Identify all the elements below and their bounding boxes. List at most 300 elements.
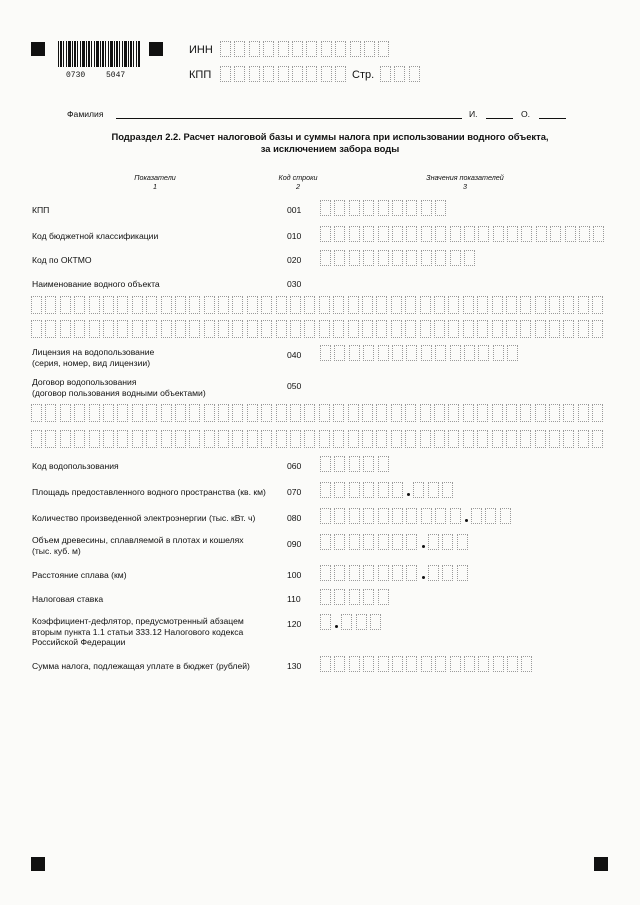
char-cell[interactable] <box>349 345 360 361</box>
char-cell[interactable] <box>74 430 85 448</box>
char-cell[interactable] <box>392 565 403 581</box>
char-cell[interactable] <box>320 508 331 524</box>
char-cell[interactable] <box>232 430 243 448</box>
char-cell[interactable] <box>45 430 56 448</box>
char-cell[interactable] <box>276 404 287 422</box>
char-cell[interactable] <box>334 534 345 550</box>
char-cell[interactable] <box>103 296 114 314</box>
char-cell[interactable] <box>74 296 85 314</box>
char-cell[interactable] <box>204 404 215 422</box>
char-cell[interactable] <box>477 320 488 338</box>
char-cell[interactable] <box>146 404 157 422</box>
char-cell[interactable] <box>349 226 360 242</box>
char-cell[interactable] <box>448 404 459 422</box>
char-cell[interactable] <box>189 296 200 314</box>
char-cell[interactable] <box>392 200 403 216</box>
char-cell[interactable] <box>74 404 85 422</box>
char-cell[interactable] <box>493 226 504 242</box>
char-cell[interactable] <box>421 656 432 672</box>
rafting-distance-field[interactable] <box>320 565 471 581</box>
char-cell[interactable] <box>592 296 603 314</box>
char-cell[interactable] <box>578 320 589 338</box>
char-cell[interactable] <box>378 508 389 524</box>
char-cell[interactable] <box>175 296 186 314</box>
char-cell[interactable] <box>261 296 272 314</box>
char-cell[interactable] <box>421 345 432 361</box>
char-cell[interactable] <box>334 508 345 524</box>
char-cell[interactable] <box>421 200 432 216</box>
char-cell[interactable] <box>406 534 417 550</box>
char-cell[interactable] <box>204 430 215 448</box>
char-cell[interactable] <box>276 430 287 448</box>
char-cell[interactable] <box>89 430 100 448</box>
char-cell[interactable] <box>290 296 301 314</box>
char-cell[interactable] <box>319 430 330 448</box>
char-cell[interactable] <box>132 296 143 314</box>
water-object-name-field-line1[interactable] <box>31 296 607 314</box>
char-cell[interactable] <box>500 508 511 524</box>
char-cell[interactable] <box>478 345 489 361</box>
char-cell[interactable] <box>304 296 315 314</box>
surname-field[interactable] <box>116 118 462 119</box>
char-cell[interactable] <box>507 345 518 361</box>
char-cell[interactable] <box>290 404 301 422</box>
char-cell[interactable] <box>247 430 258 448</box>
char-cell[interactable] <box>563 296 574 314</box>
char-cell[interactable] <box>563 320 574 338</box>
char-cell[interactable] <box>333 430 344 448</box>
char-cell[interactable] <box>579 226 590 242</box>
oktmo-field[interactable] <box>320 250 478 266</box>
char-cell[interactable] <box>378 200 389 216</box>
char-cell[interactable] <box>406 656 417 672</box>
char-cell[interactable] <box>334 456 345 472</box>
char-cell[interactable] <box>161 296 172 314</box>
kpp-header-field[interactable] <box>220 66 350 82</box>
char-cell[interactable] <box>464 226 475 242</box>
char-cell[interactable] <box>117 404 128 422</box>
char-cell[interactable] <box>348 404 359 422</box>
char-cell[interactable] <box>405 404 416 422</box>
char-cell[interactable] <box>232 404 243 422</box>
char-cell[interactable] <box>409 66 420 82</box>
char-cell[interactable] <box>161 320 172 338</box>
char-cell[interactable] <box>420 430 431 448</box>
char-cell[interactable] <box>304 404 315 422</box>
char-cell[interactable] <box>218 430 229 448</box>
char-cell[interactable] <box>349 534 360 550</box>
char-cell[interactable] <box>334 589 345 605</box>
char-cell[interactable] <box>463 320 474 338</box>
char-cell[interactable] <box>45 404 56 422</box>
char-cell[interactable] <box>563 430 574 448</box>
char-cell[interactable] <box>448 320 459 338</box>
char-cell[interactable] <box>204 296 215 314</box>
char-cell[interactable] <box>117 430 128 448</box>
char-cell[interactable] <box>333 296 344 314</box>
char-cell[interactable] <box>60 430 71 448</box>
char-cell[interactable] <box>249 66 260 82</box>
char-cell[interactable] <box>535 404 546 422</box>
char-cell[interactable] <box>392 250 403 266</box>
char-cell[interactable] <box>506 296 517 314</box>
char-cell[interactable] <box>463 404 474 422</box>
char-cell[interactable] <box>276 320 287 338</box>
char-cell[interactable] <box>391 296 402 314</box>
char-cell[interactable] <box>549 430 560 448</box>
char-cell[interactable] <box>521 226 532 242</box>
char-cell[interactable] <box>463 430 474 448</box>
char-cell[interactable] <box>421 250 432 266</box>
char-cell[interactable] <box>392 345 403 361</box>
char-cell[interactable] <box>320 482 331 498</box>
char-cell[interactable] <box>435 656 446 672</box>
char-cell[interactable] <box>306 41 317 57</box>
char-cell[interactable] <box>477 430 488 448</box>
char-cell[interactable] <box>175 430 186 448</box>
char-cell[interactable] <box>464 656 475 672</box>
char-cell[interactable] <box>520 296 531 314</box>
char-cell[interactable] <box>578 430 589 448</box>
char-cell[interactable] <box>370 614 381 630</box>
char-cell[interactable] <box>428 565 439 581</box>
char-cell[interactable] <box>363 508 374 524</box>
char-cell[interactable] <box>334 482 345 498</box>
char-cell[interactable] <box>464 345 475 361</box>
char-cell[interactable] <box>320 565 331 581</box>
char-cell[interactable] <box>356 614 367 630</box>
char-cell[interactable] <box>485 508 496 524</box>
char-cell[interactable] <box>380 66 391 82</box>
char-cell[interactable] <box>333 320 344 338</box>
char-cell[interactable] <box>320 345 331 361</box>
char-cell[interactable] <box>378 345 389 361</box>
char-cell[interactable] <box>103 430 114 448</box>
char-cell[interactable] <box>261 404 272 422</box>
char-cell[interactable] <box>117 320 128 338</box>
char-cell[interactable] <box>89 320 100 338</box>
char-cell[interactable] <box>392 534 403 550</box>
char-cell[interactable] <box>321 41 332 57</box>
water-area-field[interactable] <box>320 482 457 498</box>
char-cell[interactable] <box>220 66 231 82</box>
char-cell[interactable] <box>290 430 301 448</box>
char-cell[interactable] <box>232 296 243 314</box>
char-cell[interactable] <box>363 200 374 216</box>
page-number-field[interactable] <box>380 66 423 82</box>
char-cell[interactable] <box>334 226 345 242</box>
char-cell[interactable] <box>549 320 560 338</box>
char-cell[interactable] <box>421 508 432 524</box>
char-cell[interactable] <box>378 589 389 605</box>
char-cell[interactable] <box>175 404 186 422</box>
char-cell[interactable] <box>506 430 517 448</box>
license-field[interactable] <box>320 345 521 361</box>
char-cell[interactable] <box>506 404 517 422</box>
char-cell[interactable] <box>549 404 560 422</box>
char-cell[interactable] <box>334 565 345 581</box>
char-cell[interactable] <box>434 404 445 422</box>
char-cell[interactable] <box>60 296 71 314</box>
char-cell[interactable] <box>420 296 431 314</box>
char-cell[interactable] <box>450 656 461 672</box>
char-cell[interactable] <box>349 250 360 266</box>
char-cell[interactable] <box>320 226 331 242</box>
char-cell[interactable] <box>563 404 574 422</box>
char-cell[interactable] <box>464 250 475 266</box>
char-cell[interactable] <box>405 430 416 448</box>
char-cell[interactable] <box>362 296 373 314</box>
char-cell[interactable] <box>263 41 274 57</box>
char-cell[interactable] <box>378 41 389 57</box>
char-cell[interactable] <box>247 320 258 338</box>
char-cell[interactable] <box>434 296 445 314</box>
char-cell[interactable] <box>413 482 424 498</box>
char-cell[interactable] <box>406 250 417 266</box>
deflator-field[interactable] <box>320 614 385 630</box>
char-cell[interactable] <box>334 200 345 216</box>
char-cell[interactable] <box>493 656 504 672</box>
char-cell[interactable] <box>132 404 143 422</box>
char-cell[interactable] <box>463 296 474 314</box>
char-cell[interactable] <box>442 534 453 550</box>
char-cell[interactable] <box>391 404 402 422</box>
char-cell[interactable] <box>428 482 439 498</box>
char-cell[interactable] <box>363 534 374 550</box>
char-cell[interactable] <box>320 534 331 550</box>
char-cell[interactable] <box>565 226 576 242</box>
char-cell[interactable] <box>334 656 345 672</box>
char-cell[interactable] <box>363 345 374 361</box>
char-cell[interactable] <box>349 482 360 498</box>
char-cell[interactable] <box>378 482 389 498</box>
char-cell[interactable] <box>420 404 431 422</box>
electricity-field[interactable] <box>320 508 514 524</box>
char-cell[interactable] <box>45 320 56 338</box>
char-cell[interactable] <box>146 430 157 448</box>
char-cell[interactable] <box>103 404 114 422</box>
char-cell[interactable] <box>234 41 245 57</box>
char-cell[interactable] <box>304 320 315 338</box>
char-cell[interactable] <box>392 656 403 672</box>
char-cell[interactable] <box>263 66 274 82</box>
char-cell[interactable] <box>435 250 446 266</box>
char-cell[interactable] <box>349 456 360 472</box>
char-cell[interactable] <box>31 296 42 314</box>
char-cell[interactable] <box>492 404 503 422</box>
char-cell[interactable] <box>89 404 100 422</box>
patronymic-initial-field[interactable] <box>539 118 566 119</box>
char-cell[interactable] <box>536 226 547 242</box>
char-cell[interactable] <box>378 226 389 242</box>
char-cell[interactable] <box>321 66 332 82</box>
char-cell[interactable] <box>363 226 374 242</box>
usage-code-field[interactable] <box>320 456 392 472</box>
char-cell[interactable] <box>276 296 287 314</box>
char-cell[interactable] <box>132 430 143 448</box>
char-cell[interactable] <box>292 41 303 57</box>
char-cell[interactable] <box>477 404 488 422</box>
char-cell[interactable] <box>31 320 42 338</box>
char-cell[interactable] <box>507 656 518 672</box>
char-cell[interactable] <box>450 250 461 266</box>
char-cell[interactable] <box>319 296 330 314</box>
char-cell[interactable] <box>278 66 289 82</box>
char-cell[interactable] <box>247 296 258 314</box>
char-cell[interactable] <box>161 430 172 448</box>
char-cell[interactable] <box>348 320 359 338</box>
char-cell[interactable] <box>349 565 360 581</box>
char-cell[interactable] <box>520 404 531 422</box>
char-cell[interactable] <box>592 430 603 448</box>
char-cell[interactable] <box>391 320 402 338</box>
char-cell[interactable] <box>450 508 461 524</box>
char-cell[interactable] <box>363 656 374 672</box>
char-cell[interactable] <box>406 226 417 242</box>
char-cell[interactable] <box>448 296 459 314</box>
char-cell[interactable] <box>471 508 482 524</box>
char-cell[interactable] <box>550 226 561 242</box>
char-cell[interactable] <box>89 296 100 314</box>
char-cell[interactable] <box>348 296 359 314</box>
char-cell[interactable] <box>232 320 243 338</box>
char-cell[interactable] <box>405 296 416 314</box>
char-cell[interactable] <box>117 296 128 314</box>
char-cell[interactable] <box>60 404 71 422</box>
name-initial-field[interactable] <box>486 118 513 119</box>
char-cell[interactable] <box>392 482 403 498</box>
char-cell[interactable] <box>247 404 258 422</box>
char-cell[interactable] <box>363 250 374 266</box>
char-cell[interactable] <box>507 226 518 242</box>
char-cell[interactable] <box>333 404 344 422</box>
char-cell[interactable] <box>335 66 346 82</box>
char-cell[interactable] <box>218 296 229 314</box>
tax-amount-field[interactable] <box>320 656 536 672</box>
char-cell[interactable] <box>335 41 346 57</box>
char-cell[interactable] <box>578 296 589 314</box>
char-cell[interactable] <box>478 226 489 242</box>
char-cell[interactable] <box>304 430 315 448</box>
char-cell[interactable] <box>434 320 445 338</box>
char-cell[interactable] <box>392 508 403 524</box>
char-cell[interactable] <box>249 41 260 57</box>
char-cell[interactable] <box>146 320 157 338</box>
char-cell[interactable] <box>189 404 200 422</box>
char-cell[interactable] <box>493 345 504 361</box>
char-cell[interactable] <box>535 296 546 314</box>
char-cell[interactable] <box>406 200 417 216</box>
char-cell[interactable] <box>378 456 389 472</box>
char-cell[interactable] <box>220 41 231 57</box>
char-cell[interactable] <box>521 656 532 672</box>
char-cell[interactable] <box>435 226 446 242</box>
char-cell[interactable] <box>218 404 229 422</box>
char-cell[interactable] <box>378 656 389 672</box>
char-cell[interactable] <box>448 430 459 448</box>
char-cell[interactable] <box>161 404 172 422</box>
char-cell[interactable] <box>363 589 374 605</box>
char-cell[interactable] <box>363 456 374 472</box>
kbk-field[interactable] <box>320 226 608 242</box>
timber-volume-field[interactable] <box>320 534 471 550</box>
char-cell[interactable] <box>31 430 42 448</box>
char-cell[interactable] <box>376 404 387 422</box>
char-cell[interactable] <box>376 320 387 338</box>
char-cell[interactable] <box>478 656 489 672</box>
char-cell[interactable] <box>535 320 546 338</box>
char-cell[interactable] <box>290 320 301 338</box>
char-cell[interactable] <box>477 296 488 314</box>
char-cell[interactable] <box>391 430 402 448</box>
char-cell[interactable] <box>450 226 461 242</box>
char-cell[interactable] <box>306 66 317 82</box>
char-cell[interactable] <box>442 482 453 498</box>
char-cell[interactable] <box>218 320 229 338</box>
char-cell[interactable] <box>132 320 143 338</box>
char-cell[interactable] <box>435 508 446 524</box>
char-cell[interactable] <box>394 66 405 82</box>
char-cell[interactable] <box>31 404 42 422</box>
char-cell[interactable] <box>320 656 331 672</box>
char-cell[interactable] <box>320 250 331 266</box>
char-cell[interactable] <box>60 320 71 338</box>
char-cell[interactable] <box>520 430 531 448</box>
char-cell[interactable] <box>392 226 403 242</box>
char-cell[interactable] <box>341 614 352 630</box>
contract-field-line1[interactable] <box>31 404 607 422</box>
char-cell[interactable] <box>378 565 389 581</box>
char-cell[interactable] <box>334 250 345 266</box>
char-cell[interactable] <box>261 430 272 448</box>
char-cell[interactable] <box>535 430 546 448</box>
char-cell[interactable] <box>428 534 439 550</box>
char-cell[interactable] <box>334 345 345 361</box>
char-cell[interactable] <box>406 508 417 524</box>
char-cell[interactable] <box>319 404 330 422</box>
char-cell[interactable] <box>442 565 453 581</box>
contract-field-line2[interactable] <box>31 430 607 448</box>
char-cell[interactable] <box>320 200 331 216</box>
char-cell[interactable] <box>376 430 387 448</box>
char-cell[interactable] <box>146 296 157 314</box>
char-cell[interactable] <box>349 508 360 524</box>
char-cell[interactable] <box>362 404 373 422</box>
char-cell[interactable] <box>376 296 387 314</box>
char-cell[interactable] <box>592 320 603 338</box>
char-cell[interactable] <box>349 589 360 605</box>
char-cell[interactable] <box>435 200 446 216</box>
char-cell[interactable] <box>421 226 432 242</box>
char-cell[interactable] <box>592 404 603 422</box>
char-cell[interactable] <box>506 320 517 338</box>
char-cell[interactable] <box>189 320 200 338</box>
char-cell[interactable] <box>103 320 114 338</box>
char-cell[interactable] <box>434 430 445 448</box>
char-cell[interactable] <box>378 250 389 266</box>
char-cell[interactable] <box>363 565 374 581</box>
char-cell[interactable] <box>435 345 446 361</box>
char-cell[interactable] <box>363 482 374 498</box>
char-cell[interactable] <box>362 430 373 448</box>
char-cell[interactable] <box>420 320 431 338</box>
tax-rate-field[interactable] <box>320 589 392 605</box>
char-cell[interactable] <box>278 41 289 57</box>
char-cell[interactable] <box>457 565 468 581</box>
inn-field[interactable] <box>220 41 393 57</box>
char-cell[interactable] <box>593 226 604 242</box>
char-cell[interactable] <box>348 430 359 448</box>
